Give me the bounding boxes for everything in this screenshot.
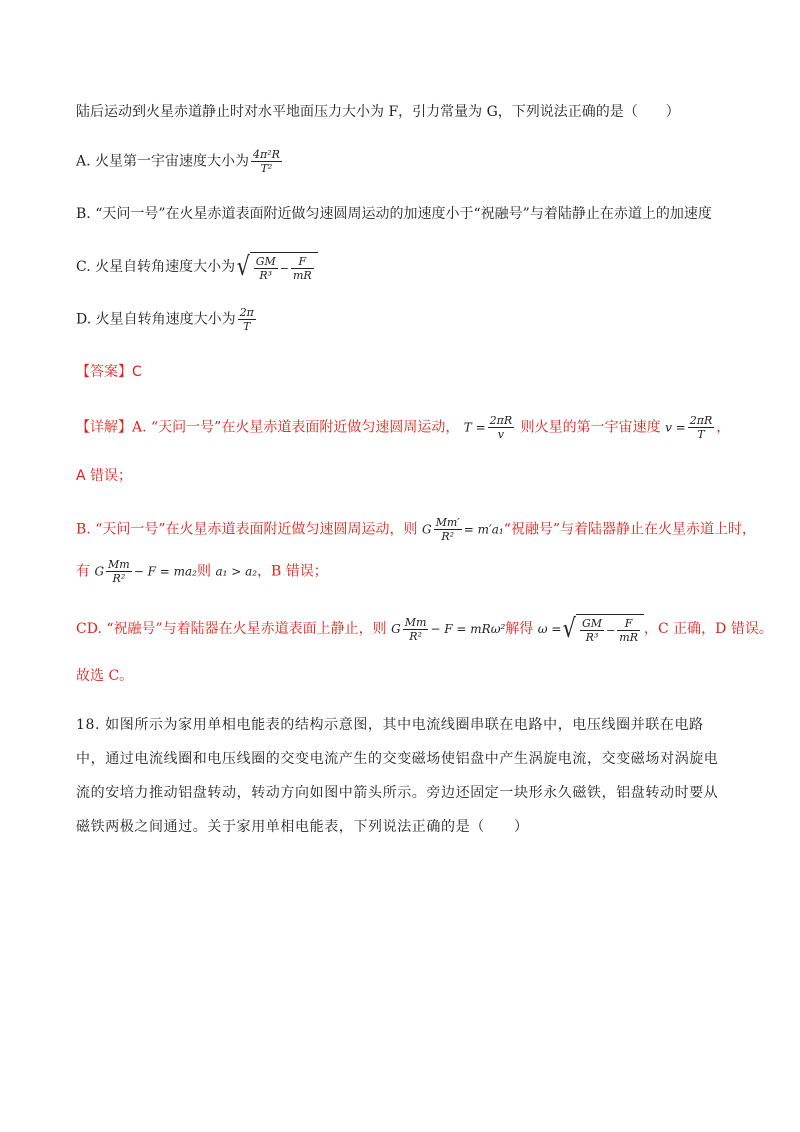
option-a-denominator: T² (260, 162, 273, 175)
option-d-denominator: T (243, 320, 251, 333)
option-d-text: D. 火星自转角速度大小为 (76, 311, 236, 328)
detail-b2-fraction-num: Mm (108, 558, 130, 571)
detail-b2-start: 有 (76, 563, 90, 580)
detail-b-end: “祝融号”与着陆器静止在火星赤道上时， (503, 521, 757, 538)
detail-a-fraction2-den: T (697, 428, 705, 441)
option-c-num2: F (291, 255, 314, 269)
option-c-den1: R³ (259, 269, 273, 282)
detail-a-fraction2-num: 2πR (689, 414, 713, 427)
question-continuation: 陆后运动到火星赤道静止时对水平地面压力大小为 F，引力常量为 G，下列说法正确的是（ ） (76, 104, 680, 120)
detail-a-fraction-num: 2πR (489, 414, 513, 427)
conclusion: 故选 C。 (76, 668, 134, 684)
detail-cd-sqrt: √ $\frac{GM}{\text{R³}}$ − $\frac{F}{mR}$ (561, 614, 644, 644)
option-a-text: A. 火星第一宇宙速度大小为 (76, 153, 250, 170)
detail-cd-minus: − (606, 623, 616, 637)
detail-a (76, 414, 730, 441)
option-c-den2: mR (292, 269, 312, 282)
detail-cd-mid: 解得 (505, 621, 534, 637)
detail-b-fraction-num: Mm′ (435, 516, 460, 529)
answer-value: C (132, 364, 142, 380)
detail-b2-end: ，B 错误； (257, 563, 328, 580)
detail-cd-fraction (403, 616, 429, 643)
option-c-text: C. 火星自转角速度大小为 (76, 259, 236, 275)
option-a-fraction (251, 148, 282, 175)
option-c-num1: GM (255, 255, 276, 268)
detail-b2-eq: − F = ma₂ (133, 564, 197, 579)
detail-b-line2 (76, 558, 328, 585)
detail-label: 【详解】 (76, 419, 132, 436)
detail-a-end: ， (716, 419, 731, 436)
option-c-minus: − (279, 261, 289, 275)
detail-a-fraction2 (688, 414, 715, 441)
option-d (76, 306, 258, 333)
detail-a-t: T = (463, 420, 486, 435)
option-a-numerator: 4π²R (253, 148, 280, 161)
detail-cd-fraction-num: Mm (404, 615, 427, 629)
option-c (76, 252, 318, 282)
detail-b2-then: 则 (196, 563, 211, 580)
detail-a-text: A. “天问一号”在火星赤道表面附近做匀速圆周运动， (132, 419, 460, 436)
detail-a-verdict: A 错误； (76, 468, 133, 484)
detail-b2-fraction-den: R² (112, 572, 126, 585)
detail-cd (76, 614, 773, 644)
option-b: B. “天问一号”在火星赤道表面附近做匀速圆周运动的加速度小于“祝融号”与着陆静止在赤道上的加速度 (76, 206, 712, 222)
option-d-numerator: 2π (239, 306, 254, 319)
detail-b-line1 (76, 516, 756, 543)
detail-b-eq: = m′a₁ (463, 522, 504, 537)
question-18: 18. 如图所示为家用单相电能表的结构示意图，其中电流线圈串联在电路中，电压线圈并联在电路中，通过电流线圈和电压线圈的交变电流产生的交变磁场使铝盘中产生涡旋电流，交变磁场对涡旋电流的安培力推动铝盘转动，转动方向如图中箭头所示。旁边还固定一块形永久磁铁，铝盘转动时要从磁铁两极之间通过。关于家用单相电能表，下列说法正确的是（ ） (76, 717, 719, 835)
detail-cd-omega: ω = (537, 622, 562, 636)
detail-b2-cmp: a₁ > a₂ (215, 564, 258, 579)
option-c-sqrt: √ $\frac{GM}{\text{R³}}$ − $\frac{F}{mR}$ (235, 252, 318, 282)
detail-a-v: v = (665, 420, 686, 435)
detail-cd-num1: GM (581, 617, 603, 630)
detail-cd-eq: − F = mRω² (430, 622, 506, 636)
detail-cd-num2: F (617, 617, 640, 631)
detail-cd-fraction-den: R² (409, 629, 422, 643)
detail-a-fraction-den: v (497, 428, 505, 441)
detail-b2-g: G (94, 564, 105, 579)
answer-label: 【答案】 (76, 364, 132, 380)
detail-b-start: B. “天问一号”在火星赤道表面附近做匀速圆周运动，则 (76, 521, 418, 538)
detail-b-fraction-den: R² (441, 530, 455, 543)
detail-cd-g: G (391, 622, 401, 636)
detail-cd-den2: mR (619, 631, 638, 644)
detail-b-g: G (421, 522, 432, 537)
detail-b-fraction (434, 516, 462, 543)
detail-b2-fraction (106, 558, 132, 585)
option-d-fraction (238, 306, 256, 333)
detail-a-mid: 则火星的第一宇宙速度 (520, 419, 661, 436)
detail-cd-end: ，C 正确，D 错误。 (643, 621, 773, 637)
answer (76, 362, 142, 382)
option-a (76, 148, 284, 175)
detail-cd-start: CD. “祝融号”与着陆器在火星赤道表面上静止，则 (76, 621, 387, 637)
detail-a-fraction (488, 414, 515, 441)
detail-cd-den1: R³ (585, 631, 599, 644)
